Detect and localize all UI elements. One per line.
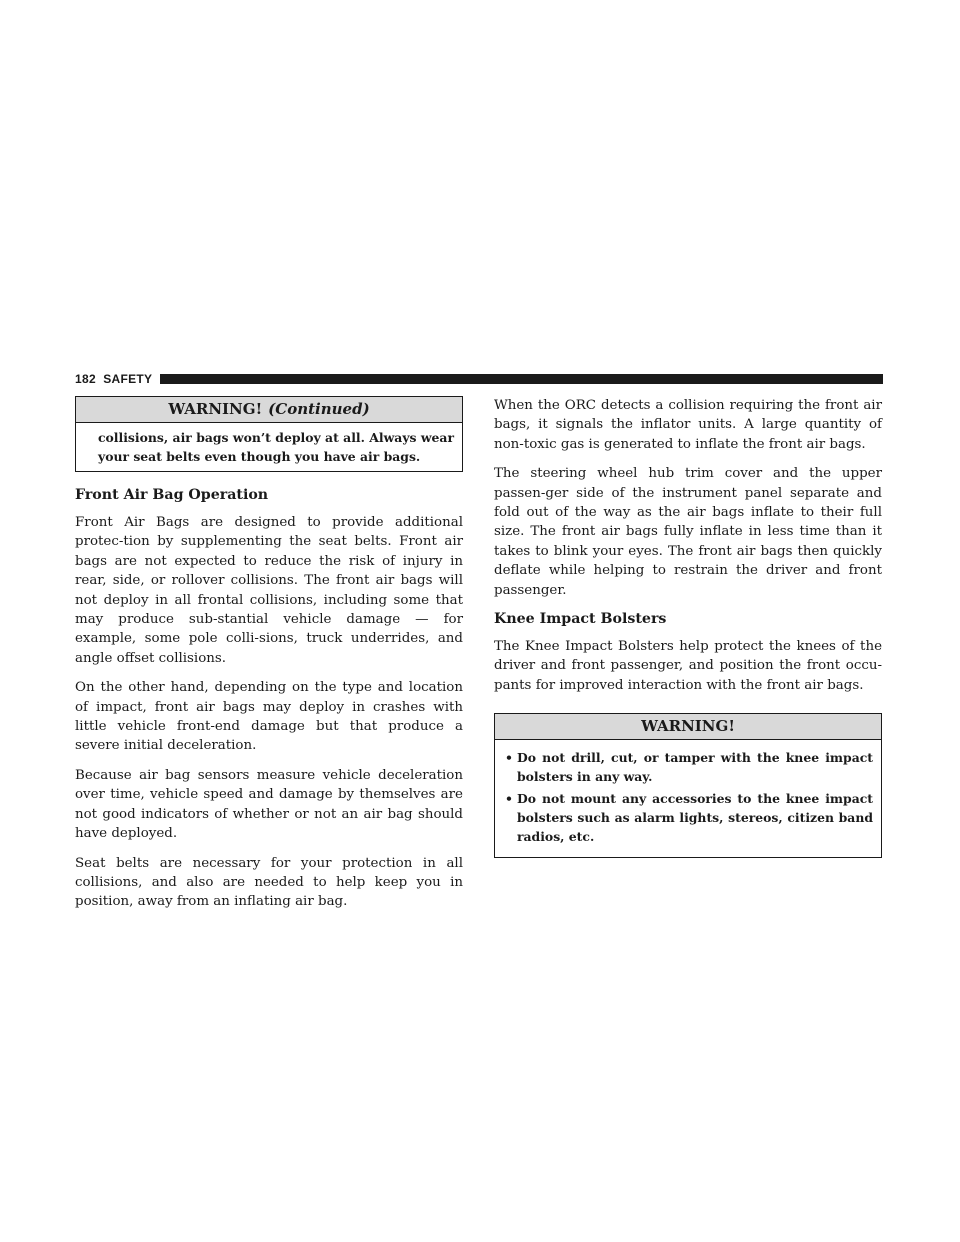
warning-item-text: Do not mount any accessories to the knee impact bolsters such as alarm lights, stereos, citizen band radios, etc. <box>517 791 873 845</box>
warning-title: WARNING! <box>495 714 881 740</box>
continued-label: (Continued) <box>268 400 370 418</box>
section-title: SAFETY <box>103 372 153 386</box>
front-air-bag-heading: Front Air Bag Operation <box>75 487 269 503</box>
page-number: 182 <box>75 372 96 386</box>
warning-item-text: Do not drill, cut, or tamper with the knee impact bolsters in any way. <box>517 750 873 785</box>
right-column <box>494 396 882 872</box>
warning-continued-title <box>76 397 462 423</box>
header-rule <box>160 374 883 384</box>
knee-bolster-warning-box <box>494 713 882 858</box>
body-paragraph: Seat belts are necessary for your protection in all collisions, and also are needed to help keep you in position, away from an inflating air bag. <box>75 855 463 910</box>
warning-item <box>505 789 873 846</box>
body-paragraph: The steering wheel hub trim cover and the upper passen-ger side of the instrument panel separate and fold out of the way as the air bags inflate to their full size. The front air bags fully inflate in less time than it takes to blink your eyes. The front air bags then quickly deflate while helping to restrain the driver and front passenger. <box>494 466 882 598</box>
bullet-icon: • <box>505 750 513 766</box>
warning-continued-box <box>75 396 463 472</box>
warning-label: WARNING! <box>168 400 263 418</box>
body-paragraph: When the ORC detects a collision requiring the front air bags, it signals the inflator units. A large quantity of non-toxic gas is generated to inflate the front air bags. <box>494 398 882 452</box>
bullet-icon: • <box>505 791 513 807</box>
warning-continued-text: collisions, air bags won’t deploy at all. Always wear your seat belts even though you have air bags. <box>98 430 454 464</box>
body-paragraph: On the other hand, depending on the type and location of impact, front air bags may deploy in crashes with little vehicle front-end damage but that produce a severe initial deceleration. <box>75 680 463 754</box>
page-number-section <box>75 372 152 386</box>
body-paragraph: Because air bag sensors measure vehicle deceleration over time, vehicle speed and damage by themselves are not good indicators of whether or not an air bag should have deployed. <box>75 767 463 842</box>
warning-list <box>495 740 881 857</box>
body-paragraph: The Knee Impact Bolsters help protect the knees of the driver and front passenger, and position the front occu-pants for improved interaction with the front air bags. <box>494 639 882 693</box>
warning-item <box>505 748 873 786</box>
left-column <box>75 396 463 922</box>
knee-impact-bolsters-heading: Knee Impact Bolsters <box>494 611 667 628</box>
body-paragraph: Front Air Bags are designed to provide additional protec-tion by supplementing the seat belts. Front air bags are not expected to reduce the risk of injury in rear, side, or rollover collisions. The front air bags will not deploy in all frontal collisions, including some that may produce sub-stantial vehicle damage — for example, some pole colli-sions, truck underrides, and angle offset collisions. <box>75 515 463 666</box>
page-header <box>75 372 883 386</box>
